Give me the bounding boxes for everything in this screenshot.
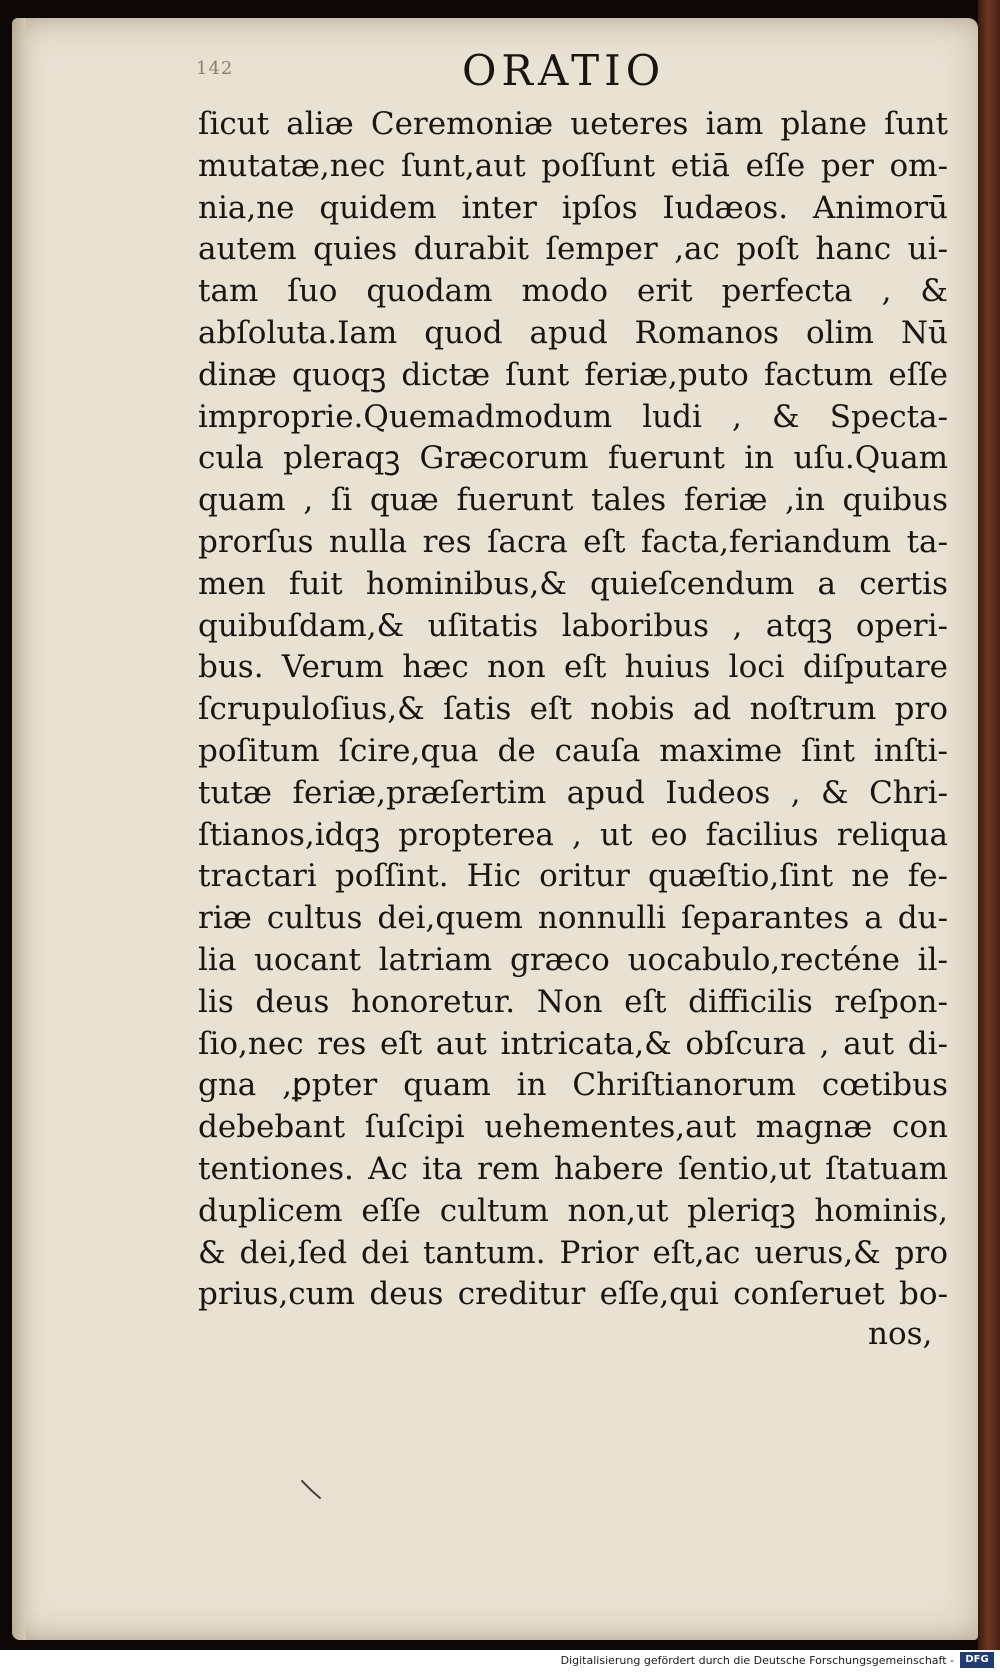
text-line: tam ſuo quodam modo erit perfecta , &: [198, 273, 948, 310]
text-line: debebant ſuſcipi uehementes,aut magnæ con: [198, 1109, 948, 1146]
text-line: ſtianos,idqꝫ propterea , ut eo facilius reliqua: [198, 816, 948, 853]
text-line: prorſus nulla res ſacra eſt facta,feriandum ta-: [198, 523, 948, 560]
text-line: quibuſdam,& uſitatis laboribus , atqꝫ operi-: [198, 607, 948, 644]
text-line: duplicem eſſe cultum non,ut pleriqꝫ hominis,: [198, 1192, 948, 1229]
text-line: ſicut aliæ Ceremoniæ ueteres iam plane ſunt: [198, 106, 948, 142]
text-line: ſio,nec res eſt aut intricata,& obſcura , aut di-: [198, 1025, 948, 1062]
text-line: autem quies durabit ſemper ,ac poſt hanc ui-: [198, 231, 948, 268]
book-spine-edge: [978, 0, 1000, 1650]
text-line: prius,cum deus creditur eſſe,qui conſeruet bo-: [198, 1276, 948, 1313]
page-number: 142: [196, 58, 234, 79]
text-line: tentiones. Ac ita rem habere ſentio,ut ſtatuam: [198, 1150, 948, 1187]
running-head: ORATIO: [462, 46, 666, 95]
text-line: improprie.Quemadmodum ludi , & Specta-: [198, 398, 948, 435]
text-line: nia,ne quidem inter ipſos Iudæos. Animorū: [198, 189, 948, 226]
text-line: quam , ſi quæ fuerunt tales feriæ ,in quibus: [198, 482, 948, 519]
text-line: tractari poſſint. Hic oritur quæſtio,ſint ne fe-: [198, 858, 948, 895]
text-line: cula pleraqꝫ Græcorum fuerunt in uſu.Quam: [198, 440, 948, 477]
text-line: bus. Verum hæc non eſt huius loci diſputare: [198, 649, 948, 686]
text-line: men fuit hominibus,& quieſcendum a certis: [198, 565, 948, 602]
body-text: [198, 104, 948, 1316]
text-line: mutatæ,nec ſunt,aut poſſunt etiā eſſe per om-: [198, 147, 948, 184]
catchword: nos,: [868, 1316, 933, 1352]
text-line: dinæ quoqꝫ dictæ ſunt feriæ,puto factum eſſe: [198, 356, 948, 393]
text-line: lis deus honoretur. Non eſt difficilis reſpon-: [198, 983, 948, 1020]
page-leaf-edge: [12, 18, 26, 1640]
text-line: ſcrupuloſius,& ſatis eſt nobis ad noſtrum pro: [198, 691, 948, 728]
text-line: abſoluta.Iam quod apud Romanos olim Nū: [198, 314, 948, 351]
funding-credit: Digitalisierung gefördert durch die Deutsche Forschungsgemeinschaft -: [560, 1654, 954, 1667]
dfg-logo: DFG: [960, 1652, 994, 1668]
pencil-mark: [300, 1478, 324, 1500]
text-line: & dei,ſed dei tantum. Prior eſt,ac uerus,& pro: [198, 1234, 948, 1271]
text-line: riæ cultus dei,quem nonnulli ſeparantes a du-: [198, 900, 948, 937]
text-line: tutæ feriæ,præſertim apud Iudeos , & Chri-: [198, 774, 948, 811]
text-line: poſitum ſcire,qua de cauſa maxime ſint inſti-: [198, 732, 948, 769]
text-line: lia uocant latriam græco uocabulo,recténe il-: [198, 941, 948, 978]
text-line: gna ,ꝑpter quam in Chriſtianorum cœtibus: [198, 1067, 948, 1104]
